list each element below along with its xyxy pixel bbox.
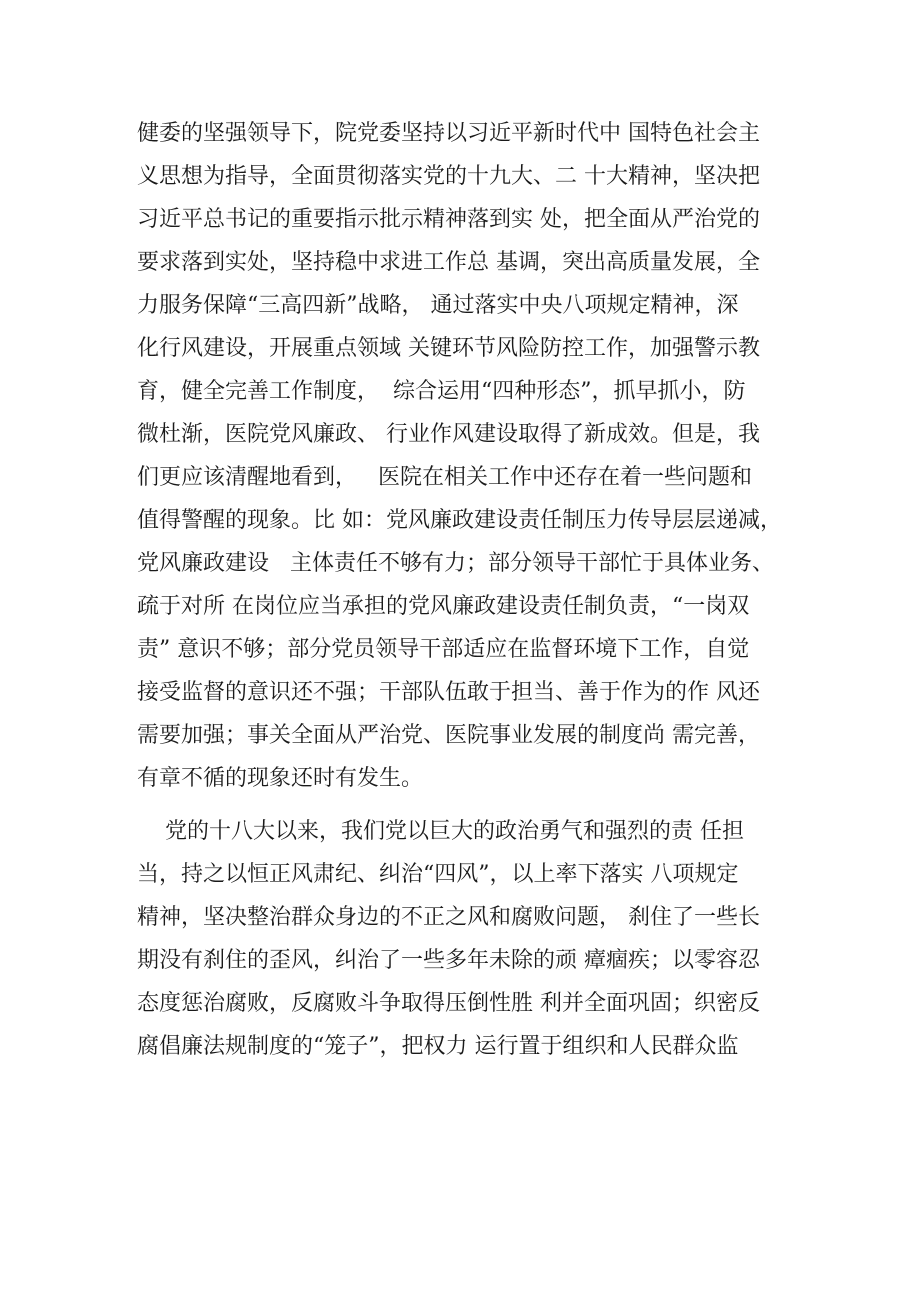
text-line: 化行风建设，开展重点领域 关键环节风险防控工作，加强警示教 [137, 336, 760, 361]
text-line: 接受监督的意识还不强；干部队伍敢于担当、善于作为的作 风还 [137, 680, 760, 705]
text-line: 力服务保障“三高四新”战略， 通过落实中央八项规定精神，深 [137, 293, 739, 318]
text-line: 义思想为指导，全面贯彻落实党的十九大、二 十大精神，坚决把 [137, 164, 760, 189]
paragraph [137, 112, 797, 800]
text-line: 精神，坚决整治群众身边的不正之风和腐败问题， 刹住了一些长 [137, 905, 760, 930]
text-line: 微杜渐，医院党风廉政、 行业作风建设取得了新成效。但是，我 [137, 422, 760, 447]
text-line: 期没有刹住的歪风，纠治了一些多年未除的顽 瘴痼疾；以零容忍 [137, 948, 760, 973]
text-line: 党的十八大以来，我们党以巨大的政治勇气和强烈的责 任担 [137, 819, 744, 844]
paragraph [137, 810, 797, 1068]
document-body [137, 112, 797, 1068]
paragraph-gap [137, 800, 797, 810]
text-line: 育，健全完善工作制度， 综合运用“四种形态”，抓早抓小，防 [137, 379, 746, 404]
text-line: 党风廉政建设 主体责任不够有力；部分领导干部忙于具体业务、 [137, 551, 774, 576]
text-line: 习近平总书记的重要指示批示精神落到实 处，把全面从严治党的 [137, 207, 760, 232]
text-line: 腐倡廉法规制度的“笼子”，把权力 运行置于组织和人民群众监 [137, 1034, 739, 1059]
text-line: 态度惩治腐败，反腐败斗争取得压倒性胜 利并全面巩固；织密反 [137, 991, 760, 1016]
text-line: 们更应该清醒地看到， 医院在相关工作中还存在着一些问题和 [137, 465, 752, 490]
text-line: 有章不循的现象还时有发生。 [137, 766, 424, 791]
text-line: 责” 意识不够；部分党员领导干部适应在监督环境下工作，自觉 [137, 637, 750, 662]
text-line: 当，持之以恒正风肃纪、纠治“四风”，以上率下落实 八项规定 [137, 862, 739, 887]
text-line: 健委的坚强领导下，院党委坚持以习近平新时代中 国特色社会主 [137, 121, 760, 146]
text-line: 要求落到实处，坚持稳中求进工作总 基调，突出高质量发展，全 [137, 250, 760, 275]
text-line: 值得警醒的现象。比 如：党风廉政建设责任制压力传导层层递减， [137, 508, 782, 533]
text-line: 需要加强；事关全面从严治党、医院事业发展的制度尚 需完善， [137, 723, 760, 748]
text-line: 疏于对所 在岗位应当承担的党风廉政建设责任制负责，“一岗双 [137, 594, 750, 619]
